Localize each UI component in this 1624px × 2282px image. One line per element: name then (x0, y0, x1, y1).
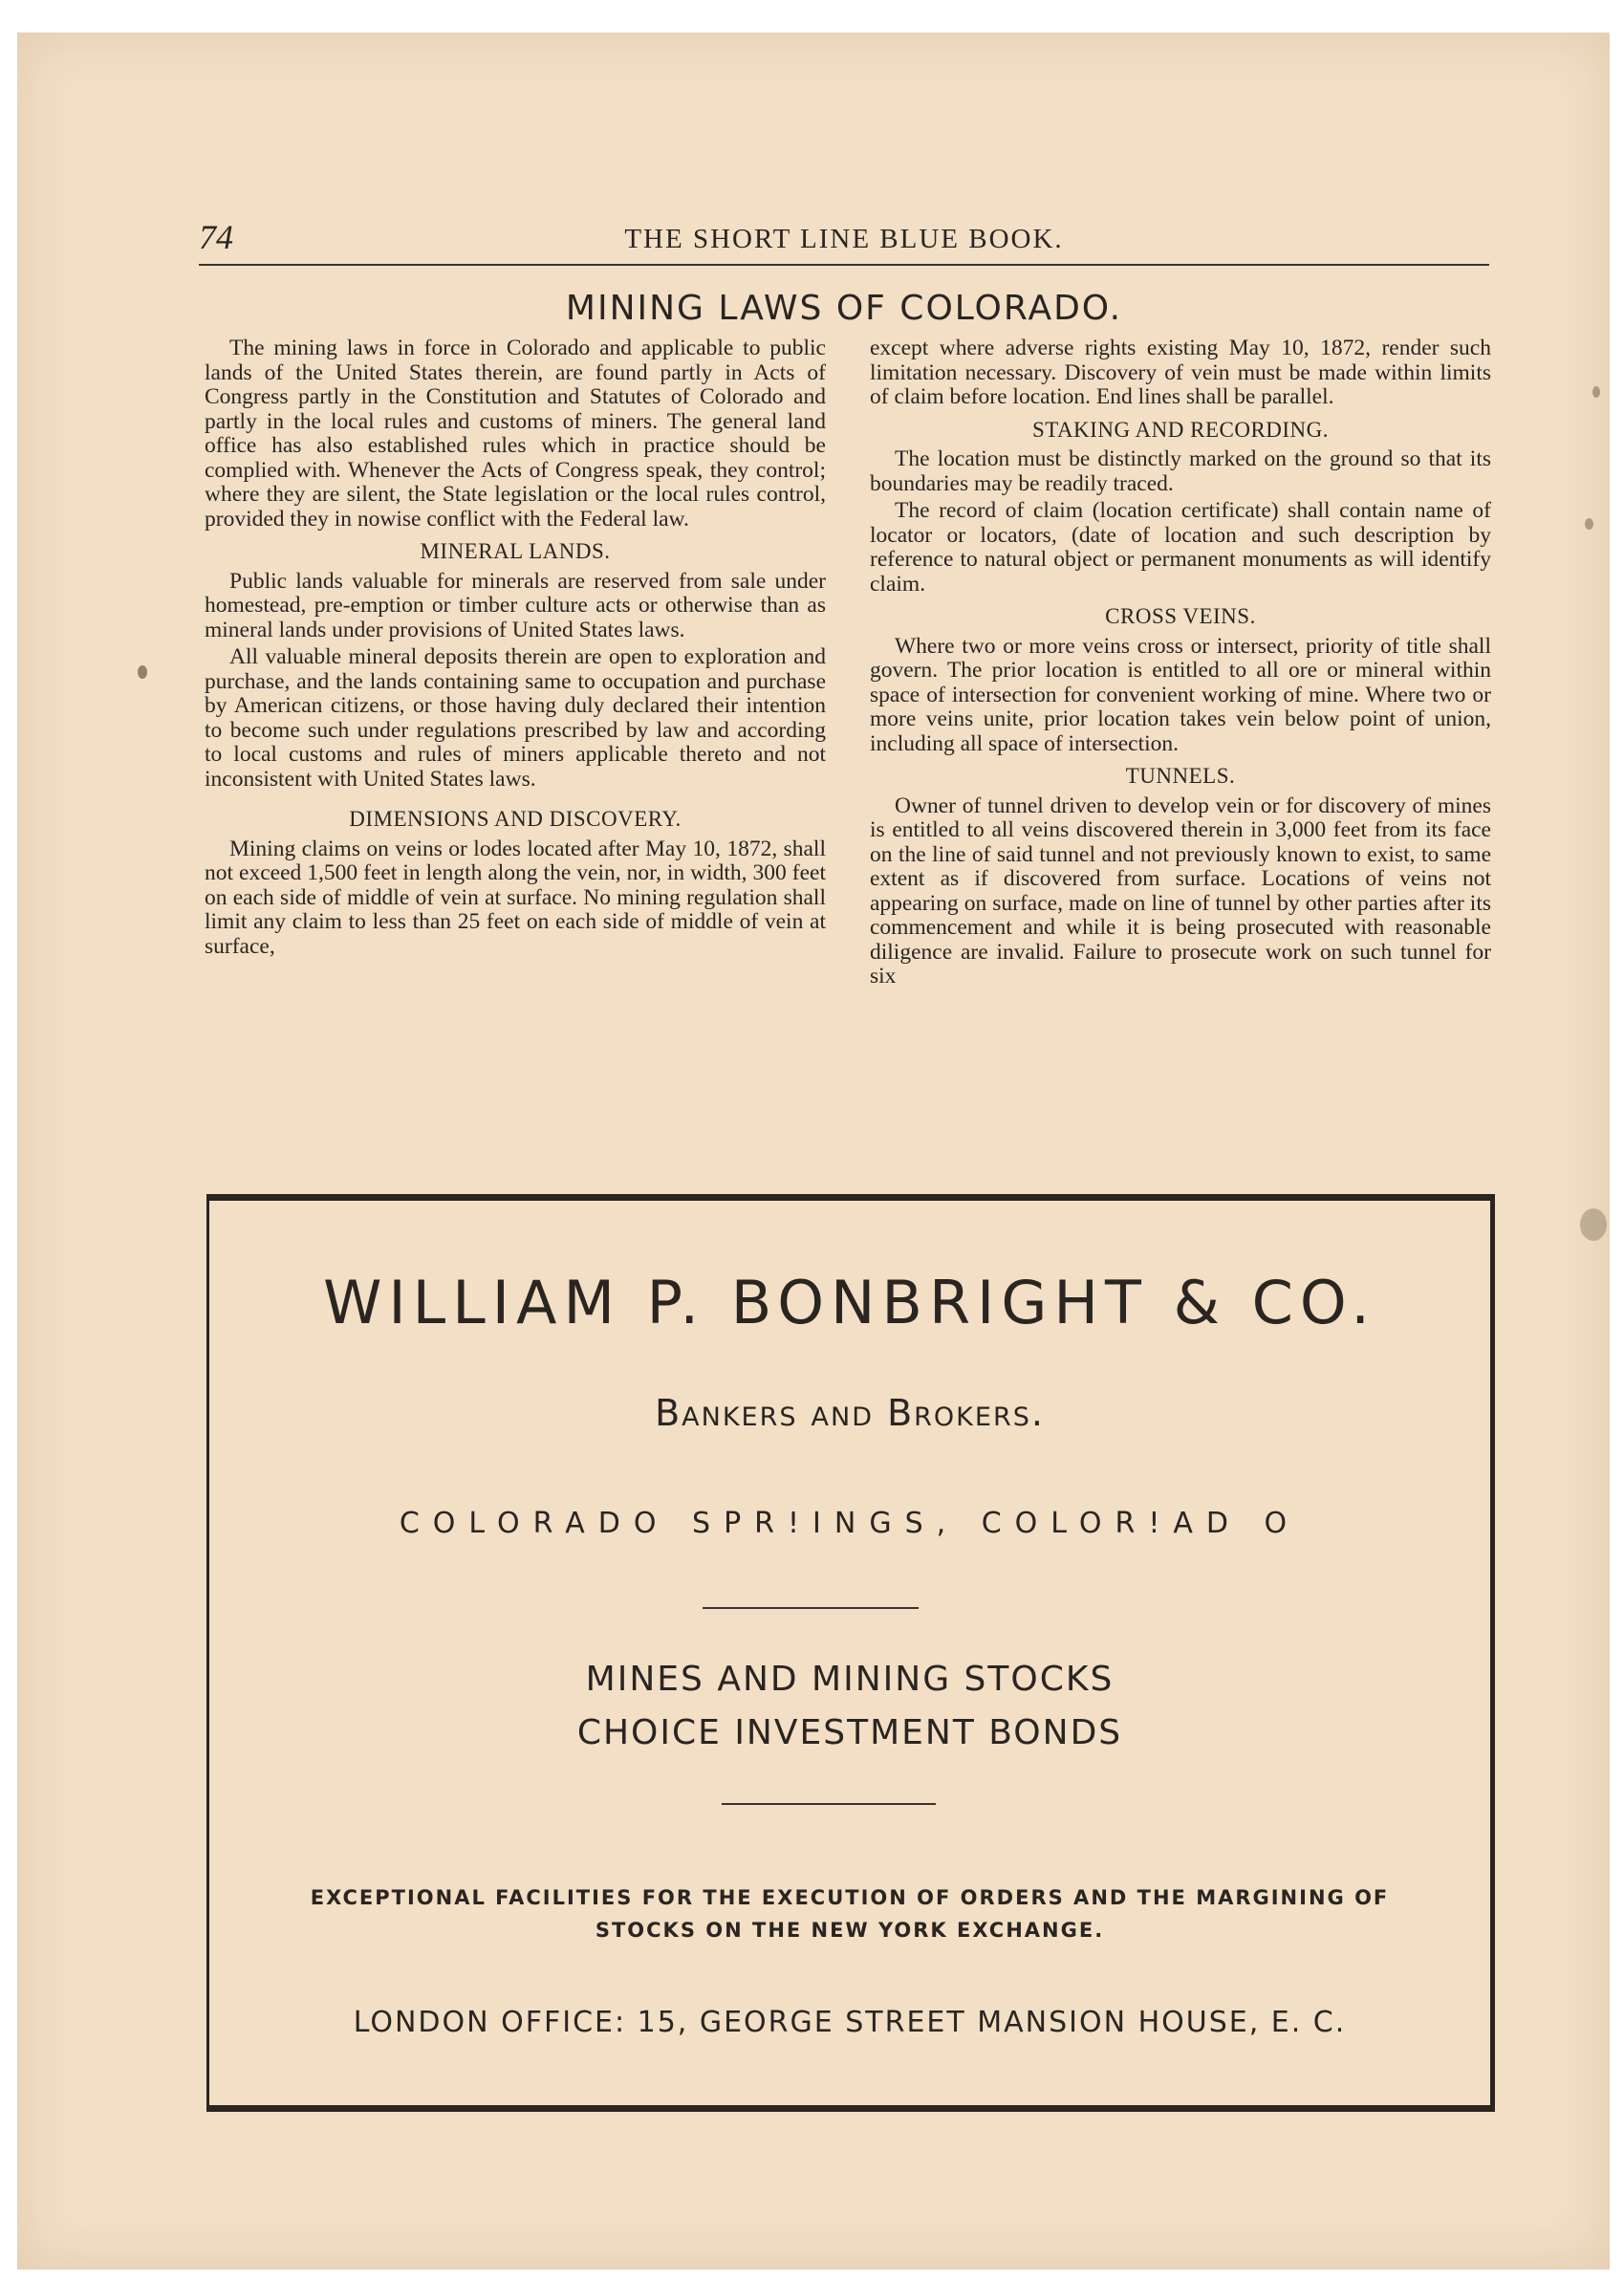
ad-facilities-text: EXCEPTIONAL FACILITIES FOR THE EXECUTION OF ORDERS AND THE MARGINING OF STOCKS ON THE NEW YORK EXCHANGE. (310, 1886, 1390, 1942)
cross-veins-paragraph: Where two or more veins cross or intersect, priority of title shall govern. The prior location is entitled to all ore or mineral within space of intersection for convenient working of mine. Where two or more veins unite, prior location takes vein below point of union, including all space of intersection. (870, 633, 1491, 756)
intro-paragraph: The mining laws in force in Colorado and applicable to public lands of the United States therein, are found partly in Acts of Congress partly in the Constitution and Statutes of Colorado and partly in the local rules and customs of miners. The general land office has also established rules which in practice should be complied with. Whenever the Acts of Congress speak, they control; where they are silent, the State legislation or the local rules control, provided they in nowise conflict with the Federal law. (205, 336, 826, 532)
staking-paragraph-2: The record of claim (location certificate) shall contain name of locator or locators, (date of location and such description by reference to natural object or permanent monuments as will identify claim. (870, 498, 1491, 597)
paper-blemish (1580, 1208, 1607, 1241)
advertisement-box (206, 1194, 1495, 2112)
running-title: THE SHORT LINE BLUE BOOK. (624, 224, 1064, 254)
page-sheet (17, 33, 1610, 2270)
ad-london-office: LONDON OFFICE: 15, GEORGE STREET MANSION HOUSE, E. C. (353, 2006, 1347, 2039)
dimensions-paragraph-1: Mining claims on veins or lodes located after May 10, 1872, shall not exceed 1,500 feet in length along the vein, nor, in width, 300 feet on each side of middle of vein at surface. No mining regulation shall limit any claim to less than 25 feet on each side of middle of vein at surface, (205, 836, 826, 959)
staking-paragraph-1: The location must be distinctly marked on the ground so that its boundaries may be readily traced. (870, 446, 1491, 496)
section-heading-cross-veins: CROSS VEINS. (1105, 604, 1256, 628)
article-column-right (870, 337, 1491, 992)
ad-divider (722, 1803, 936, 1805)
ad-subtitle: Bankers and Brokers. (655, 1392, 1045, 1434)
article-title: MINING LAWS OF COLORADO. (565, 289, 1123, 328)
ad-offer-line-2: CHOICE INVESTMENT BONDS (576, 1713, 1123, 1752)
paper-blemish (1585, 518, 1593, 530)
ad-divider (703, 1607, 919, 1609)
section-heading-staking: STAKING AND RECORDING. (1031, 417, 1330, 442)
paper-blemish (138, 665, 147, 679)
page-number: 74 (199, 218, 233, 256)
ad-offer-line-1: MINES AND MINING STOCKS (585, 1660, 1115, 1699)
section-heading-dimensions: DIMENSIONS AND DISCOVERY. (349, 807, 682, 831)
section-heading-mineral-lands: MINERAL LANDS. (420, 539, 611, 563)
paper-blemish (1592, 386, 1600, 398)
dimensions-paragraph-continued: except where adverse rights existing May 10, 1872, render such limitation necessary. Discovery of vein must be made within limits of claim before location. End lines shall be parallel. (870, 336, 1491, 409)
tunnels-paragraph: Owner of tunnel driven to develop vein or for discovery of mines is entitled to all veins discovered therein in 3,000 feet from its face on the line of said tunnel and not previously known to exist, to same extent as if discovered from surface. Locations of veins not appearing on surface, made on line of tunnel by other parties after its commencement and while it is being prosecuted with reasonable diligence are invalid. Failure to prosecute work on such tunnel for six (870, 793, 1491, 989)
mineral-lands-paragraph-2: All valuable mineral deposits therein are open to exploration and purchase, and the lands containing same to occupation and purchase by American citizens, or those having duly declared their intention to become such under regulations prescribed by law and according to local customs and rules of miners applicable thereto and not inconsistent with United States laws. (205, 644, 826, 792)
page-header (199, 214, 1489, 266)
article-column-left (205, 337, 826, 962)
ad-firm-name: WILLIAM P. BONBRIGHT & CO. (323, 1268, 1376, 1337)
section-heading-tunnels: TUNNELS. (1125, 764, 1236, 788)
ad-city: COLORADO SPR!INGS, COLOR!AD O (399, 1507, 1301, 1540)
mineral-lands-paragraph-1: Public lands valuable for minerals are reserved from sale under homestead, pre-emption or timber culture acts or otherwise than as mineral lands under provisions of United States laws. (205, 568, 826, 642)
